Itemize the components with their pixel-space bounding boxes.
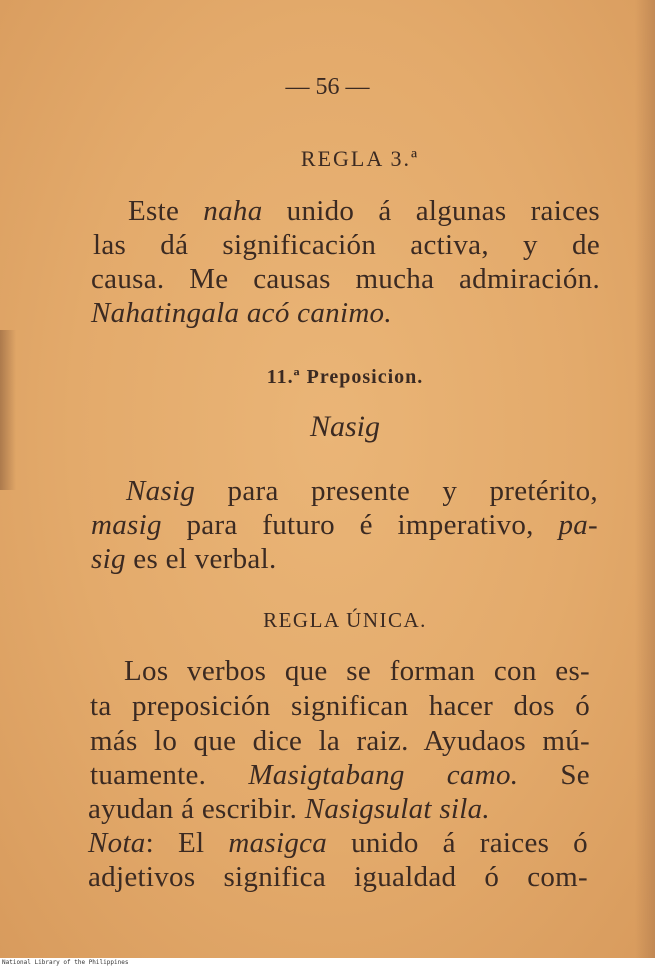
rule-3-heading: REGLA 3.ª xyxy=(300,146,420,171)
para3-line5: ayudan á escribir. Nasigsulat sila. xyxy=(88,793,490,825)
para3-line1: Los verbos que se forman con es- xyxy=(124,655,590,687)
para3-line6: Nota: El masigca unido á raices ó xyxy=(88,827,588,859)
para1-line1: Este naha unido á algunas raices xyxy=(128,195,600,227)
preposition-name: Nasig xyxy=(309,410,381,443)
para1-line3: causa. Me causas mucha admiración. xyxy=(91,263,600,295)
para2-line1: Nasig para presente y pretérito, xyxy=(126,475,598,507)
footer-bar xyxy=(0,958,655,968)
para3-line3: más lo que dice la raiz. Ayudaos mú- xyxy=(90,725,590,757)
para3-line7: adjetivos significa igualdad ó com- xyxy=(88,861,588,893)
para3-line2: ta preposición significan hacer dos ó xyxy=(90,690,590,722)
para1-line2: las dá significación activa, y de xyxy=(93,229,600,261)
preposition-heading: 11.ª Preposicion. xyxy=(266,366,424,388)
para2-line2: masig para futuro é imperativo, pa- xyxy=(91,509,598,541)
rule-unica-heading: REGLA ÚNICA. xyxy=(263,608,427,632)
page-number: — 56 — xyxy=(285,74,370,100)
para2-line3: sig es el verbal. xyxy=(91,543,277,575)
para3-line4: tuamente. Masigtabang camo. Se xyxy=(90,759,590,791)
footer-credit: National Library of the Philippines xyxy=(2,959,129,966)
page-edge-shadow xyxy=(635,0,655,958)
para1-line4: Nahatingala acó canimo. xyxy=(91,297,392,329)
